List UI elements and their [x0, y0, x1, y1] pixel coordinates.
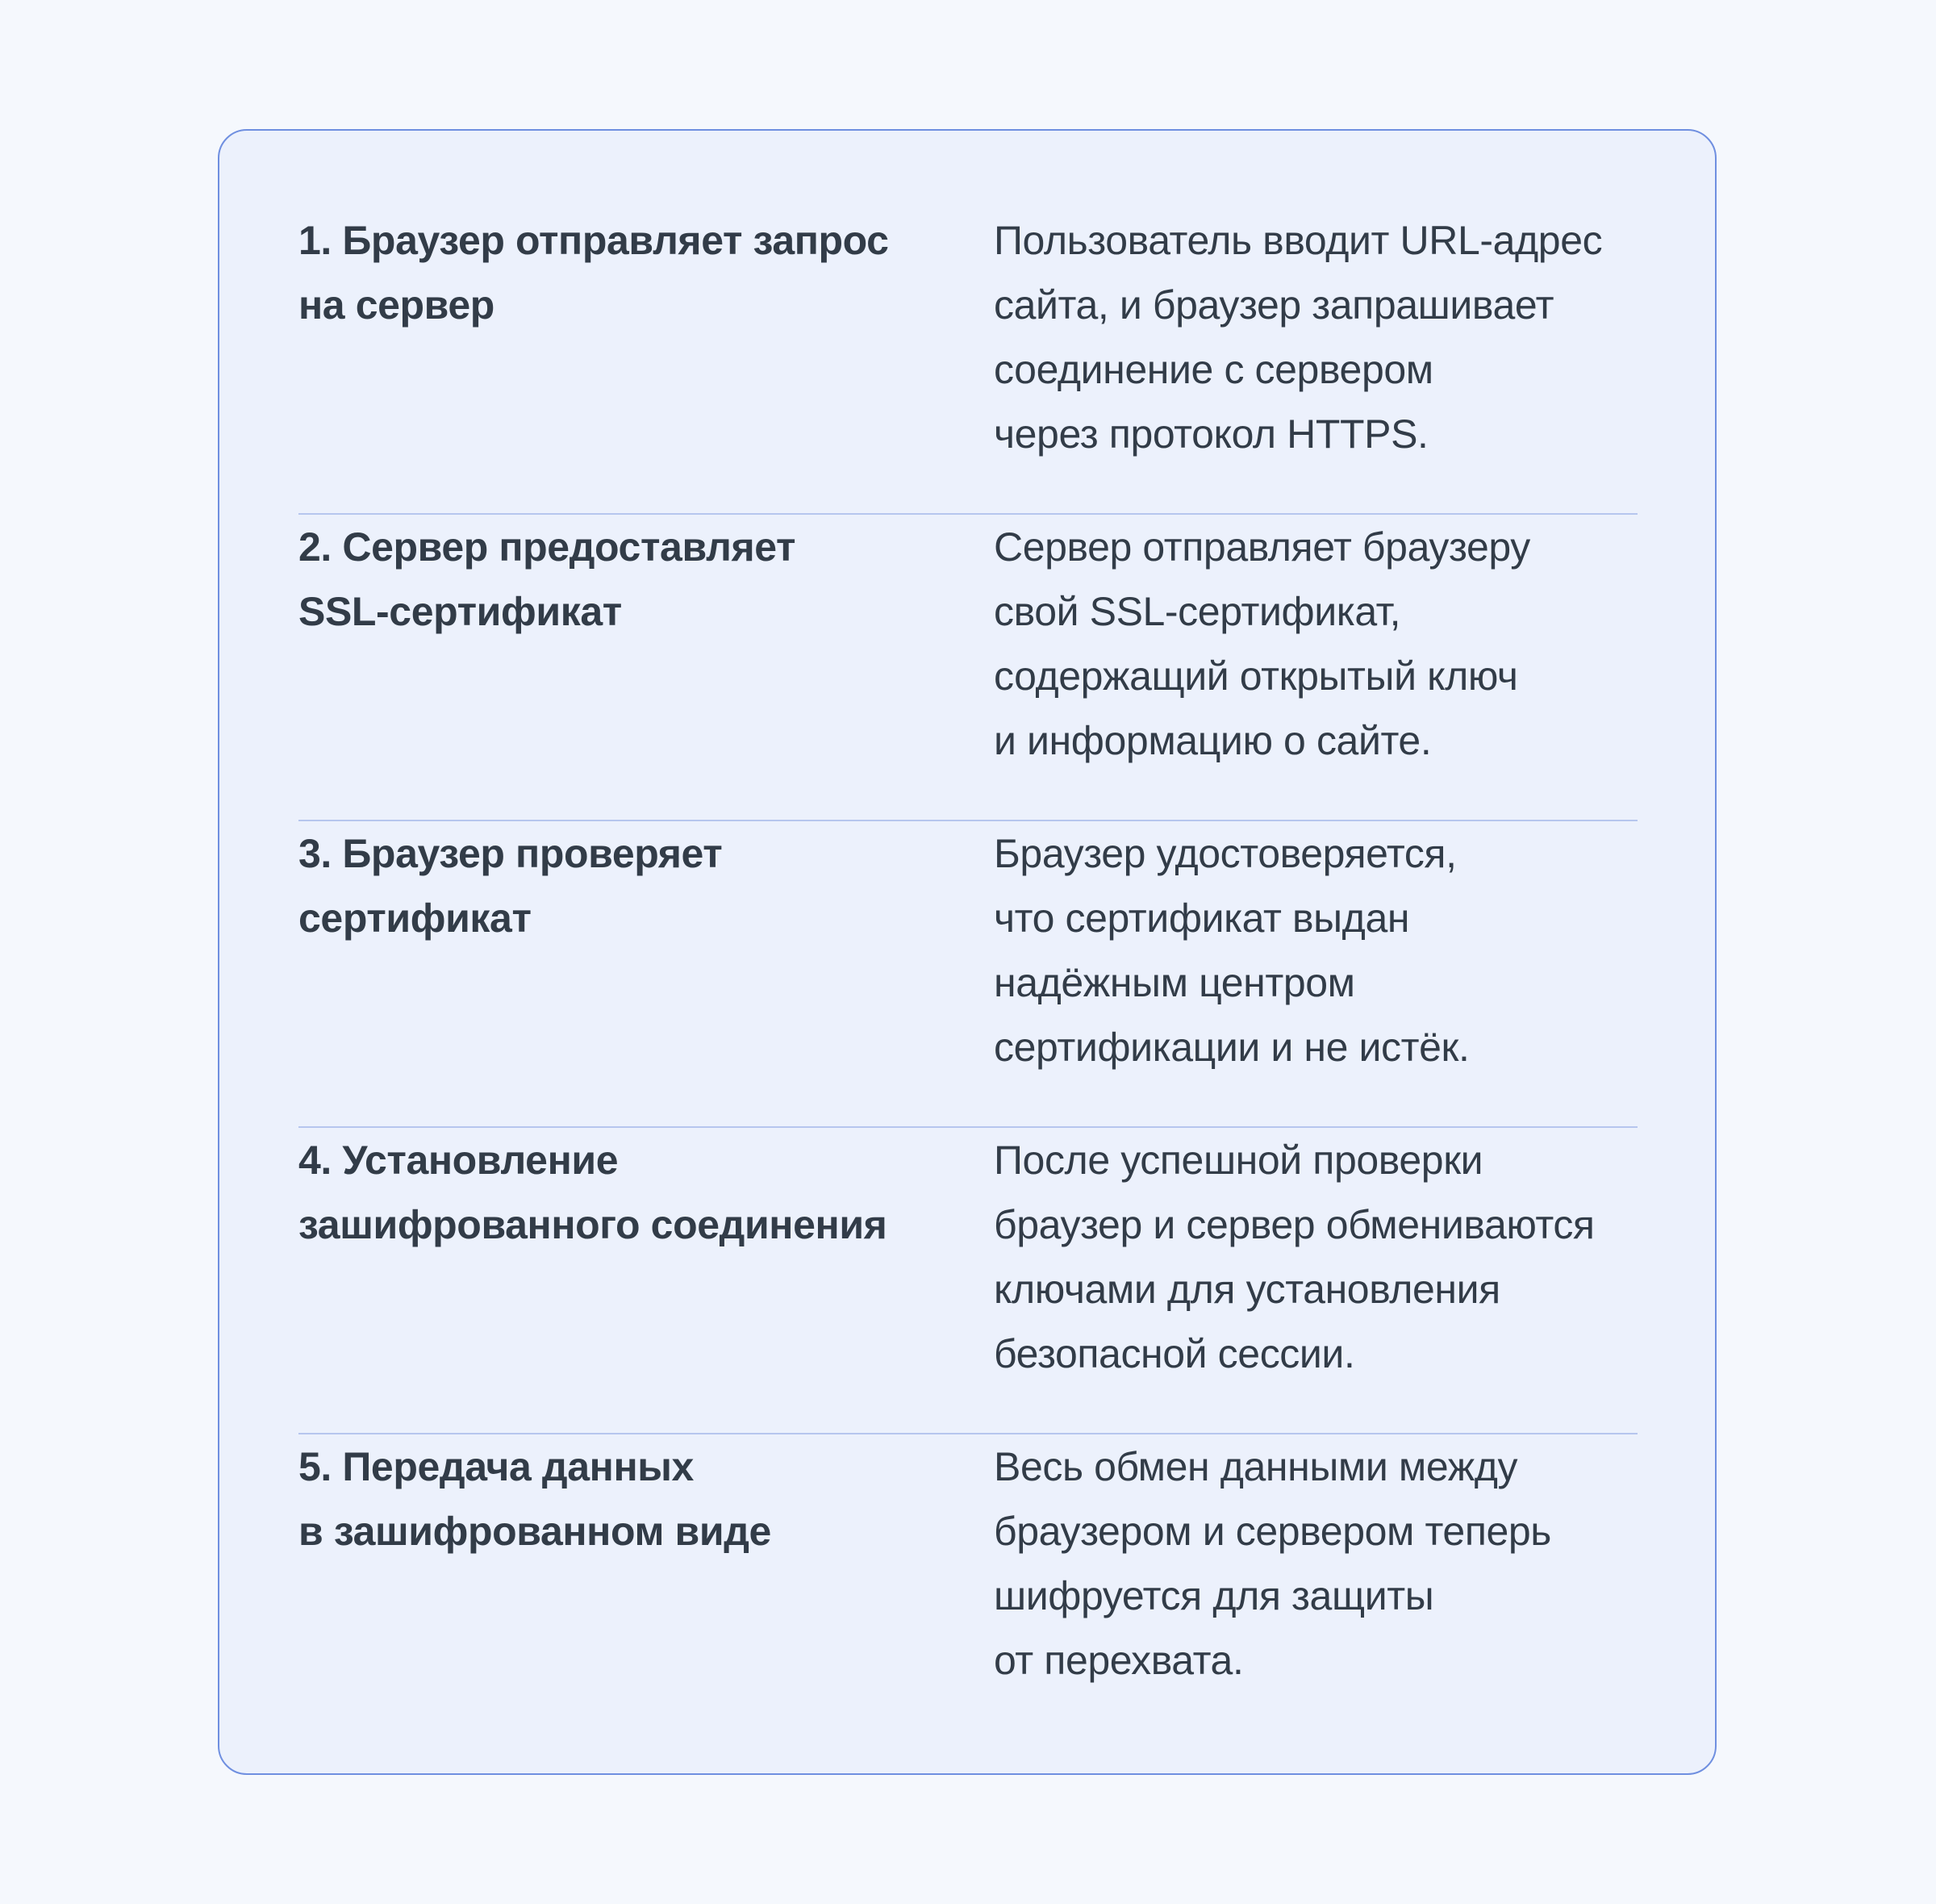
- step-description-line: Сервер отправляет браузеру: [994, 524, 1530, 570]
- step-row: [298, 1434, 1638, 1741]
- step-description-line: ключами для установления: [994, 1267, 1500, 1312]
- step-description: [994, 515, 1639, 773]
- step-description-line: браузер и сервер обмениваются: [994, 1202, 1595, 1247]
- step-description: [994, 1128, 1639, 1386]
- step-description-line: и информацию о сайте.: [994, 718, 1432, 763]
- steps-table: [298, 208, 1638, 1741]
- step-title-line: сертификат: [298, 896, 532, 941]
- step-title-line: в зашифрованном виде: [298, 1509, 771, 1554]
- step-description-line: Пользователь вводит URL-адрес: [994, 218, 1603, 263]
- step-description-line: сертификации и не истёк.: [994, 1025, 1470, 1070]
- step-title: [298, 821, 944, 950]
- step-row: [298, 208, 1638, 515]
- step-title: [298, 515, 944, 644]
- step-description-line: Весь обмен данными между: [994, 1444, 1518, 1489]
- step-description-line: безопасной сессии.: [994, 1331, 1355, 1376]
- step-description-line: соединение с сервером: [994, 347, 1433, 392]
- step-row: [298, 1128, 1638, 1434]
- step-description-line: что сертификат выдан: [994, 896, 1410, 941]
- step-title-line: 4. Установление: [298, 1138, 619, 1183]
- step-description-line: через протокол HTTPS.: [994, 411, 1429, 457]
- step-description: [994, 1434, 1639, 1693]
- step-description: [994, 208, 1639, 466]
- step-description: [994, 821, 1639, 1079]
- step-description-line: сайта, и браузер запрашивает: [994, 282, 1554, 328]
- step-description-line: надёжным центром: [994, 960, 1355, 1005]
- step-title: [298, 1128, 944, 1257]
- step-title-line: на сервер: [298, 282, 494, 328]
- step-title-line: 2. Сервер предоставляет: [298, 524, 796, 570]
- step-description-line: от перехвата.: [994, 1638, 1244, 1683]
- step-title-line: 3. Браузер проверяет: [298, 831, 723, 876]
- step-title-line: SSL-сертификат: [298, 589, 622, 634]
- step-row: [298, 821, 1638, 1128]
- step-title-line: 1. Браузер отправляет запрос: [298, 218, 889, 263]
- step-description-line: После успешной проверки: [994, 1138, 1483, 1183]
- step-description-line: содержащий открытый ключ: [994, 653, 1518, 699]
- step-description-line: шифруется для защиты: [994, 1573, 1434, 1618]
- step-title-line: зашифрованного соединения: [298, 1202, 887, 1247]
- step-title: [298, 1434, 944, 1564]
- step-title-line: 5. Передача данных: [298, 1444, 694, 1489]
- step-description-line: свой SSL-сертификат,: [994, 589, 1401, 634]
- step-description-line: браузером и сервером теперь: [994, 1509, 1551, 1554]
- step-row: [298, 515, 1638, 821]
- steps-card: [218, 129, 1717, 1775]
- step-description-line: Браузер удостоверяется,: [994, 831, 1457, 876]
- step-title: [298, 208, 944, 337]
